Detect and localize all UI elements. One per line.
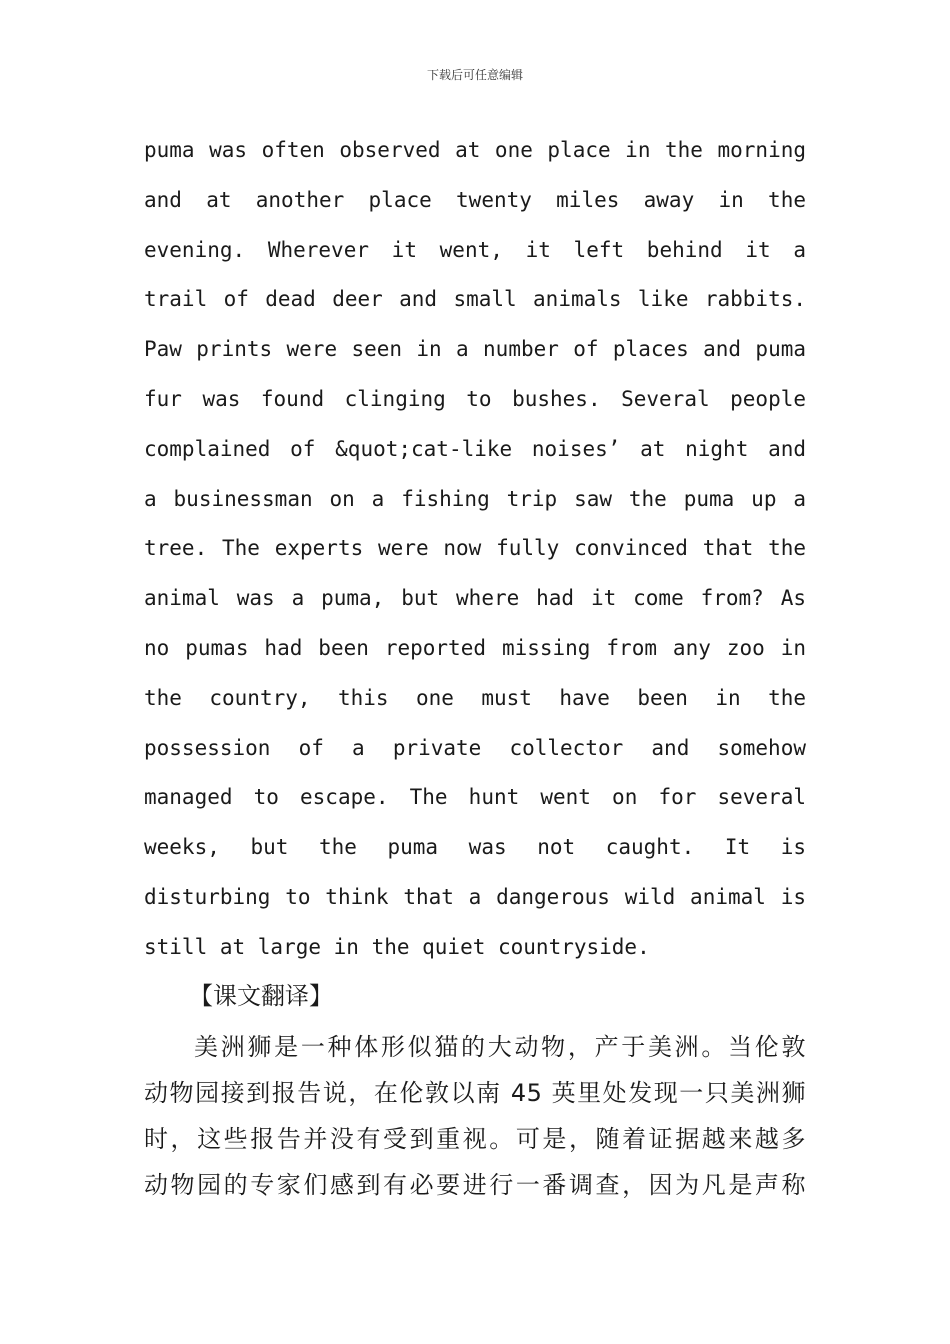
- translation-line: 动物园的专家们感到有必要进行一番调查，因为凡是声称: [144, 1171, 806, 1199]
- passage-line: managed to escape. The hunt went on for several: [144, 785, 806, 810]
- passage-line: fur was found clinging to bushes. Several people: [144, 386, 806, 411]
- passage-line: still at large in the quiet countryside.: [144, 934, 650, 959]
- english-passage: [144, 126, 806, 973]
- translation-line: 美洲狮是一种体形似猫的大动物，产于美洲。当伦敦: [194, 1033, 806, 1061]
- passage-line: tree. The experts were now fully convinced that the: [144, 536, 806, 561]
- passage-line: Paw prints were seen in a number of places and puma: [144, 337, 806, 362]
- passage-line: possession of a private collector and somehow: [144, 735, 806, 760]
- translation-line: 动物园接到报告说，在伦敦以南 45 英里处发现一只美洲狮: [144, 1079, 806, 1107]
- passage-line: trail of dead deer and small animals like rabbits.: [144, 287, 806, 312]
- passage-line: no pumas had been reported missing from any zoo in: [144, 635, 806, 660]
- passage-line: a businessman on a fishing trip saw the puma up a: [144, 486, 806, 511]
- passage-line: evening. Wherever it went, it left behind it a: [144, 237, 806, 262]
- translation-paragraph: [144, 1024, 806, 1208]
- passage-line: animal was a puma, but where had it come from? As: [144, 586, 806, 611]
- translation-heading: 【课文翻译】: [189, 982, 333, 1010]
- passage-line: weeks, but the puma was not caught. It is: [144, 835, 806, 860]
- passage-line: puma was often observed at one place in the morning: [144, 138, 806, 162]
- passage-line: disturbing to think that a dangerous wild animal is: [144, 884, 806, 909]
- passage-line: and at another place twenty miles away in the: [144, 187, 806, 212]
- page-header-note: 下载后可任意编辑: [426, 68, 523, 82]
- translation-line: 时，这些报告并没有受到重视。可是，随着证据越来越多: [144, 1125, 806, 1153]
- passage-line: the country, this one must have been in the: [144, 685, 806, 710]
- passage-line: complained of &quot;cat-like noises’ at night and: [144, 436, 806, 461]
